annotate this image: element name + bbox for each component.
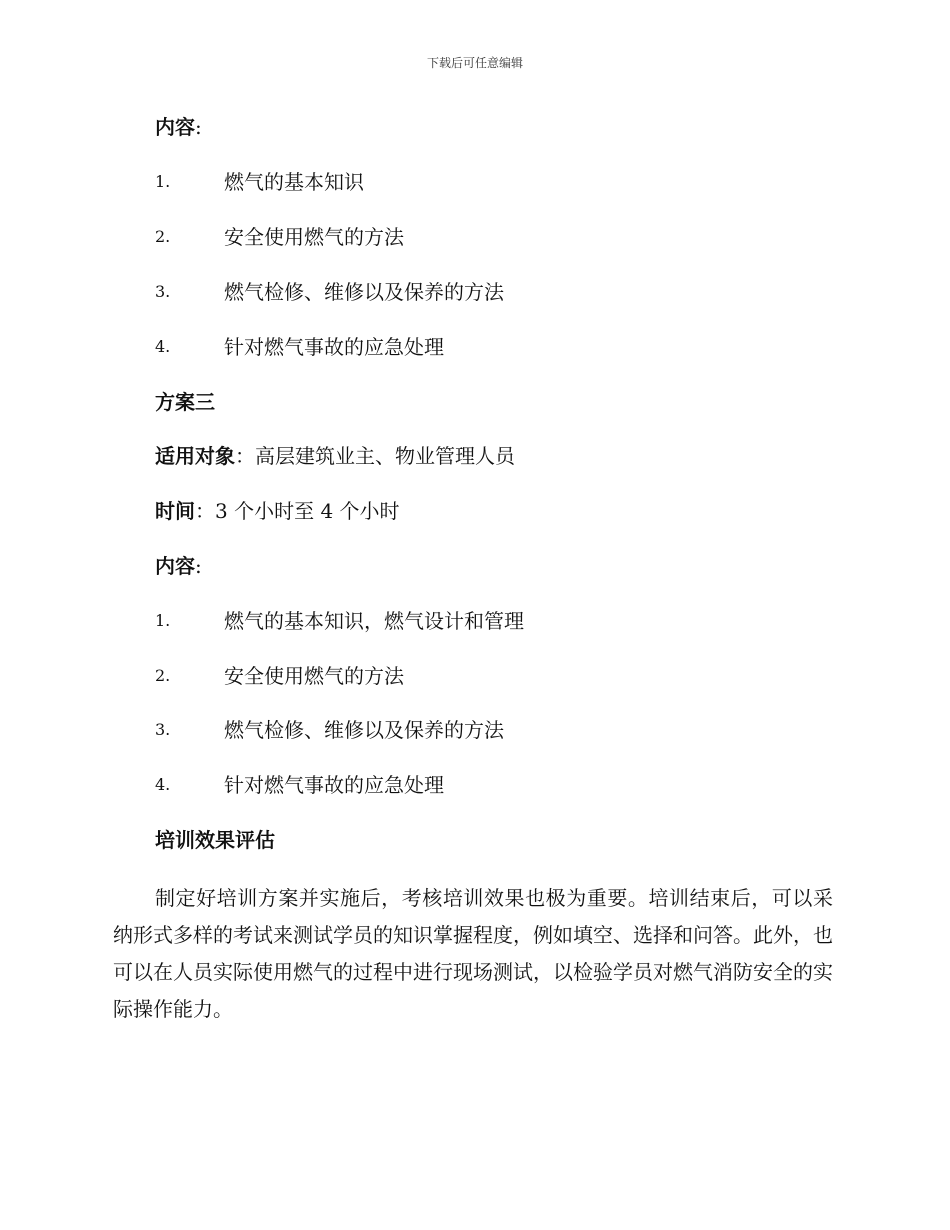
list-number: 4. bbox=[155, 337, 171, 356]
content-label: 内容 bbox=[155, 115, 195, 139]
colon: : bbox=[195, 115, 202, 139]
time-label: 时间 bbox=[155, 499, 195, 523]
colon: ： bbox=[195, 499, 215, 523]
colon: : bbox=[195, 554, 202, 578]
audience-value: 高层建筑业主、物业管理人员 bbox=[255, 444, 515, 468]
list-item: 燃气检修、维修以及保养的方法 bbox=[224, 718, 504, 742]
time-line bbox=[155, 497, 400, 525]
list-item: 燃气检修、维修以及保养的方法 bbox=[224, 280, 504, 304]
content-heading bbox=[155, 552, 202, 580]
colon: ： bbox=[235, 444, 255, 468]
audience-line bbox=[155, 442, 515, 470]
plan3-title: 方案三 bbox=[155, 390, 215, 414]
list-item: 安全使用燃气的方法 bbox=[224, 664, 404, 688]
audience-label: 适用对象 bbox=[155, 444, 235, 468]
list-number: 3. bbox=[155, 720, 171, 739]
time-value: 3 个小时至 4 个小时 bbox=[215, 499, 400, 523]
list-item: 安全使用燃气的方法 bbox=[224, 225, 404, 249]
list-number: 2. bbox=[155, 666, 171, 685]
list-number: 1. bbox=[155, 611, 171, 630]
list-item: 针对燃气事故的应急处理 bbox=[224, 335, 444, 359]
list-number: 1. bbox=[155, 172, 171, 191]
list-item: 针对燃气事故的应急处理 bbox=[224, 773, 444, 797]
list-number: 2. bbox=[155, 227, 171, 246]
page-header: 下载后可任意编辑 bbox=[426, 56, 523, 70]
content-label: 内容 bbox=[155, 554, 195, 578]
evaluation-title: 培训效果评估 bbox=[155, 828, 275, 852]
list-number: 3. bbox=[155, 282, 171, 301]
list-item: 燃气的基本知识，燃气设计和管理 bbox=[224, 609, 524, 633]
list-number: 4. bbox=[155, 775, 171, 794]
evaluation-paragraph: 制定好培训方案并实施后，考核培训效果也极为重要。培训结束后，可以采纳形式多样的考试来测试学员的知识掌握程度，例如填空、选择和问答。此外，也可以在人员实际使用燃气的过程中进行现场测试，以检验学员对燃气消防安全的实际操作能力。 bbox=[113, 886, 833, 1021]
content-heading bbox=[155, 113, 202, 141]
list-item: 燃气的基本知识 bbox=[224, 170, 364, 194]
